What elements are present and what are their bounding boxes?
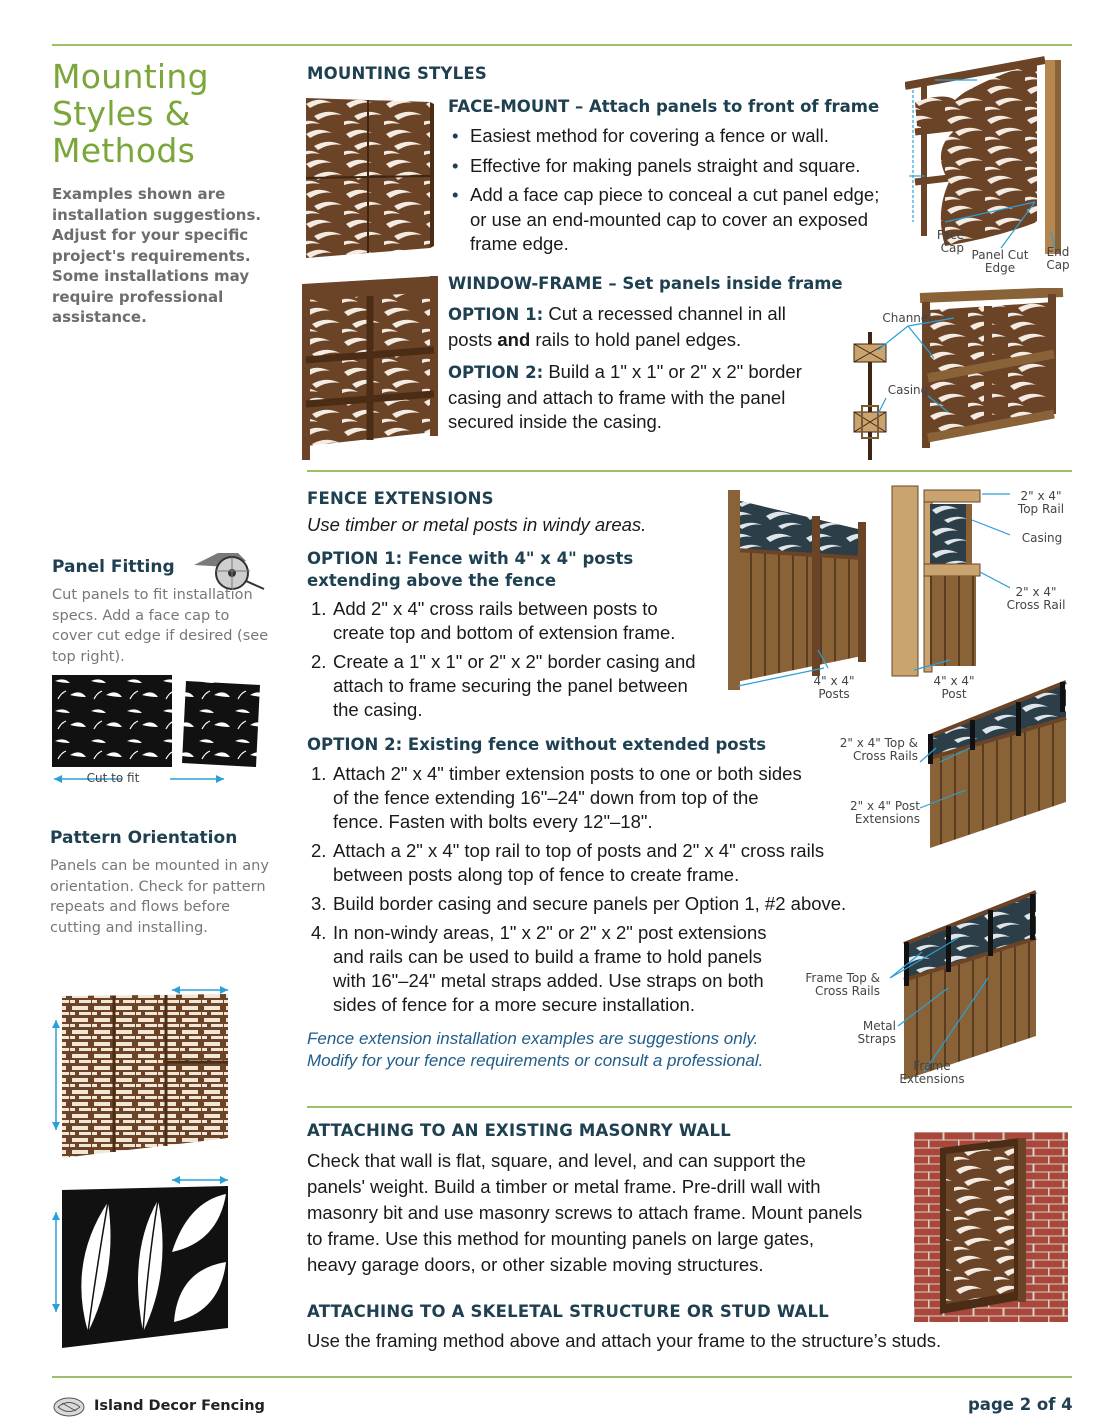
fence-option-2-illustration xyxy=(900,678,1072,858)
panel-fitting-text: Cut panels to fit installation specs. Add a face cap to cover cut edge if desired (see top right). xyxy=(52,587,269,665)
top-divider xyxy=(52,44,1072,46)
face-mount-bullet: • Easiest method for covering a fence or wall. xyxy=(448,124,888,149)
fence-extensions-subtitle: Use timber or metal posts in windy areas. xyxy=(307,514,647,535)
fence-option-2-step: 2. Attach a 2" x 4" top rail to top of posts and 2" x 4" cross rails between posts along top of fence to create frame. xyxy=(311,840,825,885)
end-cap-label: End Cap xyxy=(1046,245,1070,272)
frame-extensions-label: Frame Extensions xyxy=(899,1059,965,1086)
fence-option-2-step: 3. Build border casing and secure panels per Option 1, #2 above. xyxy=(311,893,847,914)
post-label: 4" x 4" Post xyxy=(933,674,975,701)
cut-panel-illustration xyxy=(52,675,264,787)
section-divider xyxy=(307,1106,1072,1108)
title-line-1: Mounting xyxy=(52,57,209,96)
face-mount-bullet: • Add a face cap piece to conceal a cut panel edge; or use an end-mounted cap to cover an exposed frame edge. xyxy=(448,183,888,257)
window-frame-option-1 xyxy=(448,302,826,352)
leaf-pattern-panel-illustration xyxy=(48,1172,238,1352)
bottom-divider xyxy=(52,1376,1072,1378)
face-mount-bullets xyxy=(448,124,888,262)
option-1-text: Cut a recessed channel in all posts xyxy=(448,303,786,350)
option-1-label: OPTION 1: xyxy=(448,305,544,324)
fence-casing-label: Casing xyxy=(1021,531,1063,545)
cross-rail-label: 2" x 4" Cross Rail xyxy=(1006,585,1066,612)
fence-option-2-step: 1. Attach 2" x 4" timber extension posts to one or both sides of the fence extending 16"–24" down from top of the fence. Fasten with bolts every 12"–18". xyxy=(311,763,802,832)
panel-cut-edge-label: Panel Cut Edge xyxy=(971,248,1029,275)
pattern-orientation-heading: Pattern Orientation xyxy=(50,828,238,848)
fence-extensions-note: Fence extension installation examples are suggestions only. Modify for your fence requirements or consult a professional. xyxy=(307,1029,764,1070)
fence-extensions-heading: FENCE EXTENSIONS xyxy=(307,489,494,508)
page-number: page 2 of 4 xyxy=(968,1395,1073,1414)
fence-option-1-steps xyxy=(307,597,707,727)
fence-option-1-step: 1. Add 2" x 4" cross rails between posts to create top and bottom of extension frame. xyxy=(311,598,676,643)
section-divider xyxy=(307,470,1072,472)
masonry-text: Check that wall is flat, square, and level, and can support the panels' weight. Build a timber or metal frame. Pre-drill wall with masonry bit and use masonry screws to attach frame. Mount panels to frame. Use this method for mounting panels on large gates, heavy garage doors, or other sizable moving structures. xyxy=(307,1150,863,1275)
top-cross-rails-label: 2" x 4" Top & Cross Rails xyxy=(839,736,918,763)
window-frame-option-2 xyxy=(448,360,818,435)
fence-option-2-step: 4. In non-windy areas, 1" x 2" or 2" x 2" post extensions and rails can be used to build a frame to hold panels with 16"–24" metal straps added. Use straps on both sides of fence for a more secure installation. xyxy=(311,922,767,1015)
intro-text: Examples shown are installation suggestions. Adjust for your specific project's requirements. Some installations may require professional assistance. xyxy=(52,185,262,326)
window-frame-heading: WINDOW-FRAME – Set panels inside frame xyxy=(448,274,843,293)
footer-brand: Island Decor Fencing xyxy=(94,1398,265,1414)
skeletal-heading: ATTACHING TO A SKELETAL STRUCTURE OR STUD WALL xyxy=(307,1302,829,1321)
cut-to-fit-caption: Cut to fit xyxy=(86,771,140,785)
option-2-label: OPTION 2: xyxy=(448,363,544,382)
face-cap-label: Face Cap xyxy=(936,228,964,255)
fence-option-2-heading: OPTION 2: Existing fence without extended posts xyxy=(307,735,767,754)
frame-top-label: Frame Top & Cross Rails xyxy=(805,971,880,998)
fence-option-2b-illustration xyxy=(862,886,1072,1086)
brand-logo-icon xyxy=(52,1396,86,1418)
casing-label: Casing xyxy=(887,383,929,397)
fence-option-1-heading: OPTION 1: Fence with 4" x 4" posts extending above the fence xyxy=(307,549,634,590)
pattern-orientation-text: Panels can be mounted in any orientation. Check for pattern repeats and flows before cutting and installing. xyxy=(50,858,269,936)
metal-straps-label: Metal Straps xyxy=(857,1019,896,1046)
channel-label: Channel xyxy=(882,311,932,325)
face-mount-bullet: • Effective for making panels straight and square. xyxy=(448,154,888,179)
mounting-styles-heading: MOUNTING STYLES xyxy=(307,64,487,83)
page-title xyxy=(52,58,209,169)
post-extensions-label: 2" x 4" Post Extensions xyxy=(850,799,920,826)
option-2-text: Build a 1" x 1" or 2" x 2" border casing and attach to frame with the panel secured inside the casing. xyxy=(448,361,802,432)
fence-option-1-detail-illustration xyxy=(890,480,1010,680)
posts-label: 4" x 4" Posts xyxy=(813,674,855,701)
face-mount-panel-illustration xyxy=(304,96,434,260)
fence-option-1-illustration xyxy=(724,486,874,696)
top-rail-label: 2" x 4" Top Rail xyxy=(1017,489,1065,516)
title-line-2: Styles & xyxy=(52,94,191,133)
window-frame-panel-illustration xyxy=(302,274,442,460)
option-1-bold: and xyxy=(497,328,531,350)
masonry-heading: ATTACHING TO AN EXISTING MASONRY WALL xyxy=(307,1121,731,1140)
option-1-text-end: rails to hold panel edges. xyxy=(530,328,742,350)
fence-option-1-step: 2. Create a 1" x 1" or 2" x 2" border casing and attach to frame securing the panel between the casing. xyxy=(311,651,696,720)
skeletal-text: Use the framing method above and attach your frame to the structure’s studs. xyxy=(307,1330,942,1351)
face-mount-heading: FACE-MOUNT – Attach panels to front of frame xyxy=(448,97,880,116)
brick-pattern-panel-illustration xyxy=(48,980,238,1160)
fence-option-2-steps xyxy=(307,762,887,1022)
masonry-wall-illustration xyxy=(914,1132,1070,1324)
title-line-3: Methods xyxy=(52,131,196,170)
panel-fitting-heading: Panel Fitting xyxy=(52,557,175,577)
